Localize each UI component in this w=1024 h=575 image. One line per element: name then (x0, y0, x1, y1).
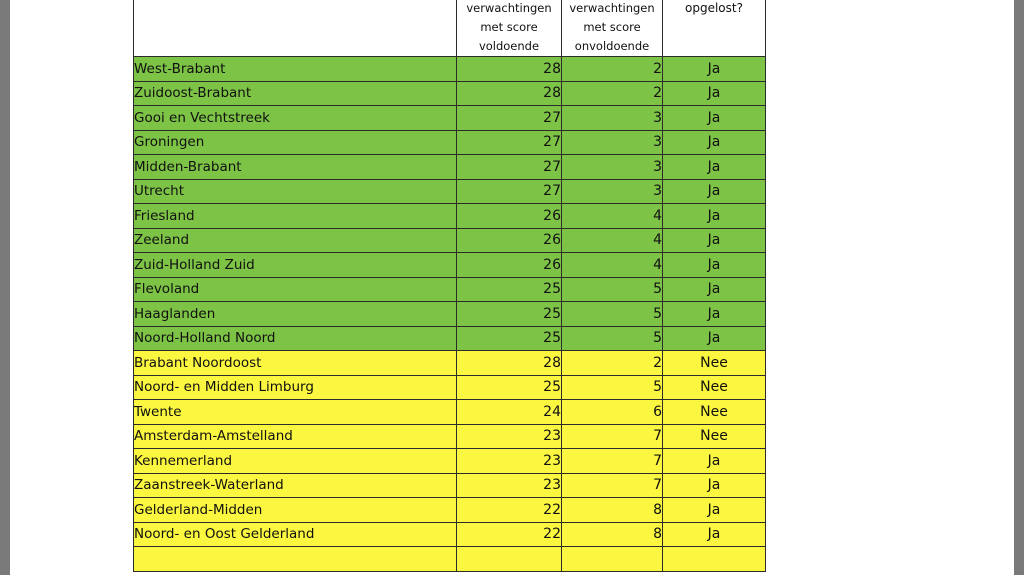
header-voldoende-line-2: met score (480, 20, 538, 34)
table-row (134, 522, 766, 547)
score-voldoende-cell: 28 (457, 351, 562, 376)
opgelost-cell: Ja (663, 155, 766, 180)
table-row (134, 375, 766, 400)
region-name-cell: Noord- en Midden Limburg (134, 375, 457, 400)
right-frame-bar (1014, 0, 1024, 575)
region-name-cell: Gooi en Vechtstreek (134, 106, 457, 131)
opgelost-cell: Ja (663, 522, 766, 547)
score-onvoldoende-cell: 3 (562, 130, 663, 155)
region-name-cell: Brabant Noordoost (134, 351, 457, 376)
region-name-cell (134, 547, 457, 572)
region-name-cell: Kennemerland (134, 449, 457, 474)
opgelost-cell: Ja (663, 302, 766, 327)
region-name-cell: Noord- en Oost Gelderland (134, 522, 457, 547)
score-onvoldoende-cell: 4 (562, 204, 663, 229)
score-onvoldoende-cell: 5 (562, 277, 663, 302)
table-row (134, 326, 766, 351)
score-onvoldoende-cell: 7 (562, 449, 663, 474)
header-voldoende-line-3: voldoende (478, 39, 540, 53)
score-voldoende-cell: 26 (457, 253, 562, 278)
score-onvoldoende-cell: 5 (562, 302, 663, 327)
table-row (134, 228, 766, 253)
header-voldoende-line-1: verwachtingen (466, 1, 552, 15)
score-voldoende-cell: 23 (457, 449, 562, 474)
table-row (134, 351, 766, 376)
score-onvoldoende-cell: 3 (562, 179, 663, 204)
region-name-cell: Zeeland (134, 228, 457, 253)
score-voldoende-cell: 26 (457, 228, 562, 253)
table-row (134, 498, 766, 523)
score-voldoende-cell: 27 (457, 106, 562, 131)
region-name-cell: Twente (134, 400, 457, 425)
table-row (134, 547, 766, 572)
table-body (134, 57, 766, 572)
opgelost-cell: Ja (663, 253, 766, 278)
score-voldoende-cell: 25 (457, 326, 562, 351)
table-row (134, 473, 766, 498)
score-onvoldoende-cell: 3 (562, 106, 663, 131)
score-onvoldoende-cell: 5 (562, 375, 663, 400)
score-onvoldoende-cell: 4 (562, 253, 663, 278)
header-voldoende (457, 0, 562, 57)
table-row (134, 253, 766, 278)
opgelost-cell: Ja (663, 57, 766, 82)
left-frame-bar (0, 0, 10, 575)
table-row (134, 57, 766, 82)
opgelost-cell: Ja (663, 130, 766, 155)
opgelost-cell (663, 547, 766, 572)
score-voldoende-cell (457, 547, 562, 572)
opgelost-cell: Ja (663, 326, 766, 351)
opgelost-cell: Nee (663, 400, 766, 425)
score-onvoldoende-cell: 2 (562, 57, 663, 82)
region-name-cell: Zuidoost-Brabant (134, 81, 457, 106)
opgelost-cell: Nee (663, 375, 766, 400)
region-name-cell: Friesland (134, 204, 457, 229)
score-onvoldoende-cell: 5 (562, 326, 663, 351)
table-row (134, 277, 766, 302)
region-name-cell: Zaanstreek-Waterland (134, 473, 457, 498)
score-onvoldoende-cell: 6 (562, 400, 663, 425)
score-voldoende-cell: 25 (457, 277, 562, 302)
score-voldoende-cell: 26 (457, 204, 562, 229)
score-voldoende-cell: 22 (457, 522, 562, 547)
table-row (134, 424, 766, 449)
score-voldoende-cell: 23 (457, 424, 562, 449)
document-sheet (10, 0, 1014, 575)
table-row (134, 179, 766, 204)
score-voldoende-cell: 23 (457, 473, 562, 498)
score-voldoende-cell: 28 (457, 57, 562, 82)
score-onvoldoende-cell: 4 (562, 228, 663, 253)
region-name-cell: Noord-Holland Noord (134, 326, 457, 351)
opgelost-cell: Ja (663, 204, 766, 229)
table-row (134, 81, 766, 106)
region-name-cell: Utrecht (134, 179, 457, 204)
header-onvoldoende-line-2: met score (583, 20, 641, 34)
opgelost-cell: Ja (663, 473, 766, 498)
table-row (134, 155, 766, 180)
opgelost-cell: Ja (663, 498, 766, 523)
score-voldoende-cell: 24 (457, 400, 562, 425)
region-name-cell: Groningen (134, 130, 457, 155)
opgelost-cell: Ja (663, 449, 766, 474)
opgelost-cell: Ja (663, 277, 766, 302)
score-onvoldoende-cell: 8 (562, 522, 663, 547)
region-name-cell: Midden-Brabant (134, 155, 457, 180)
header-region (134, 0, 457, 57)
region-name-cell: Flevoland (134, 277, 457, 302)
table-row (134, 106, 766, 131)
opgelost-cell: Nee (663, 351, 766, 376)
score-onvoldoende-cell: 2 (562, 351, 663, 376)
region-name-cell: Zuid-Holland Zuid (134, 253, 457, 278)
score-voldoende-cell: 25 (457, 375, 562, 400)
header-onvoldoende (562, 0, 663, 57)
region-name-cell: Gelderland-Midden (134, 498, 457, 523)
score-voldoende-cell: 27 (457, 179, 562, 204)
header-onvoldoende-line-3: onvoldoende (574, 39, 650, 53)
score-onvoldoende-cell (562, 547, 663, 572)
region-score-table (133, 0, 766, 572)
table-row (134, 400, 766, 425)
table-row (134, 449, 766, 474)
region-name-cell: Haaglanden (134, 302, 457, 327)
score-voldoende-cell: 27 (457, 130, 562, 155)
opgelost-cell: Nee (663, 424, 766, 449)
region-name-cell: West-Brabant (134, 57, 457, 82)
table-row (134, 302, 766, 327)
score-voldoende-cell: 22 (457, 498, 562, 523)
opgelost-cell: Ja (663, 179, 766, 204)
score-onvoldoende-cell: 7 (562, 473, 663, 498)
table-header-row (134, 0, 766, 57)
opgelost-cell: Ja (663, 81, 766, 106)
score-onvoldoende-cell: 3 (562, 155, 663, 180)
header-opgelost: opgelost? (663, 0, 766, 57)
score-onvoldoende-cell: 7 (562, 424, 663, 449)
header-onvoldoende-line-1: verwachtingen (569, 1, 655, 15)
score-onvoldoende-cell: 8 (562, 498, 663, 523)
table-row (134, 204, 766, 229)
score-voldoende-cell: 28 (457, 81, 562, 106)
score-onvoldoende-cell: 2 (562, 81, 663, 106)
region-name-cell: Amsterdam-Amstelland (134, 424, 457, 449)
table-row (134, 130, 766, 155)
score-voldoende-cell: 27 (457, 155, 562, 180)
opgelost-cell: Ja (663, 228, 766, 253)
opgelost-cell: Ja (663, 106, 766, 131)
score-voldoende-cell: 25 (457, 302, 562, 327)
